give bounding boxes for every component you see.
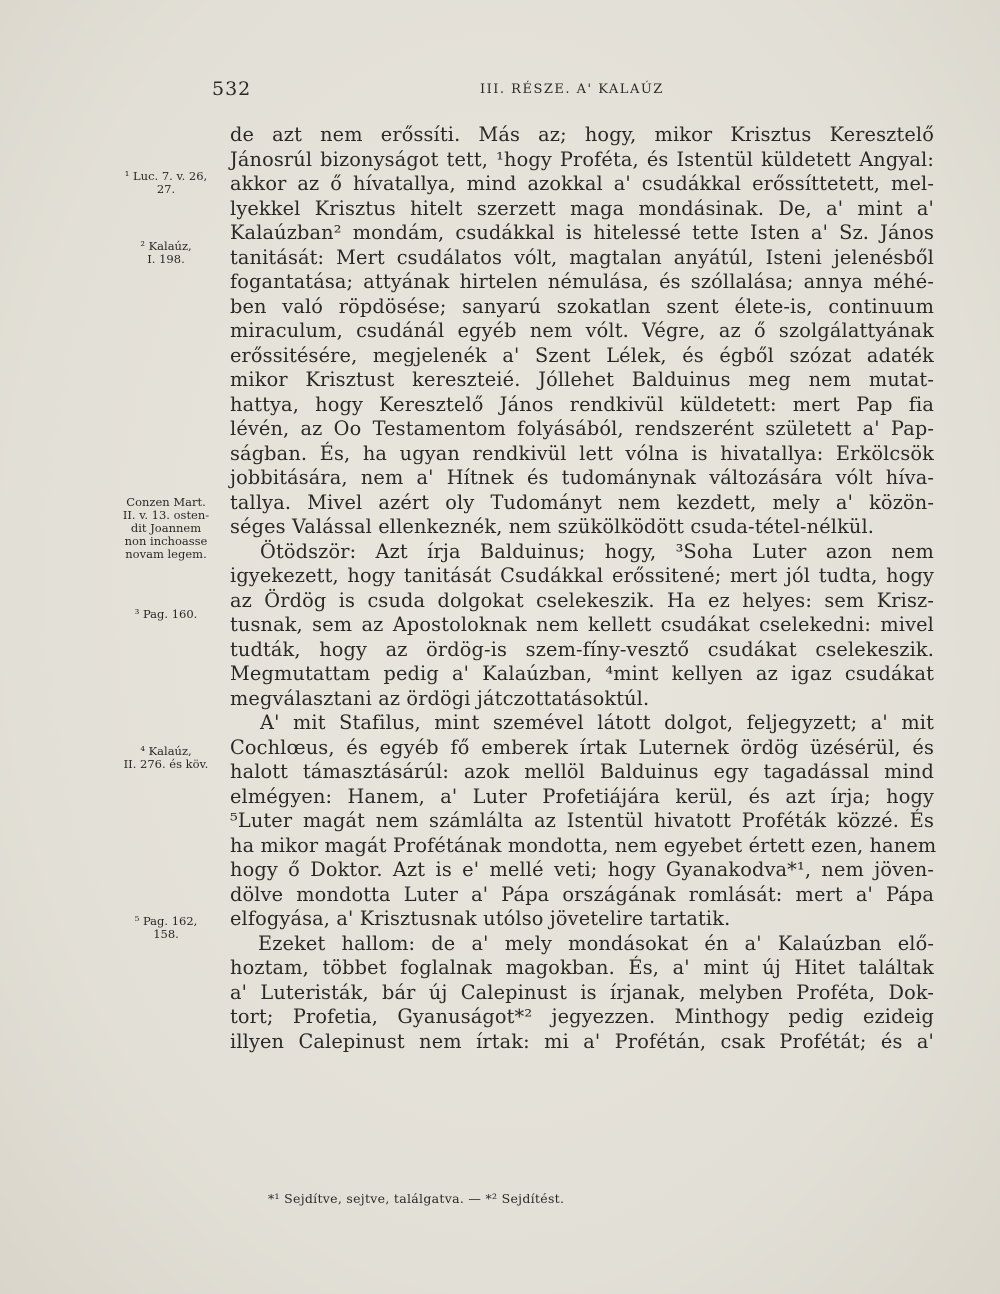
margin-note-line: II. v. 13. osten- <box>122 508 210 522</box>
text-line: dölve mondotta Luter a' Pápa országának romlását: mert a' Pápa <box>230 882 934 906</box>
margin-note-line: 27. <box>156 182 176 196</box>
margin-note-line: ² Kalaúz, <box>140 239 192 253</box>
text-line: igyekezett, hogy tanitását Csudákkal erőssitené; mert jól tudta, hogy <box>230 564 934 587</box>
margin-note-line: ¹ Luc. 7. v. 26, <box>124 169 208 183</box>
text-line: ⁵Luter magát nem számlálta az Istentül hivatott Proféták közzé. És <box>230 809 934 832</box>
text-line: elmégyen: Hanem, a' Luter Profetiájára kerül, és azt írja; hogy <box>230 784 934 808</box>
text-line: halott támasztásárúl: azok mellöl Balduinus egy tagadással mind <box>230 760 934 783</box>
text-line: de azt nem erőssíti. Más az; hogy, mikor Krisztus Keresztelő <box>230 123 934 146</box>
margin-note-pag-162 <box>104 915 228 941</box>
text-line: fogantatása; attyának hirtelen némulása, és szóllalása; annya méhé- <box>230 270 934 293</box>
margin-note-line: non inchoasse <box>124 534 208 548</box>
text-line: ha mikor magát Profétának mondotta, nem egyebet értett ezen, hanem <box>230 833 937 857</box>
text-line: ben való röpdösése; sanyarú szokatlan szent élete-is, continuum <box>230 294 934 318</box>
text-line: akkor az ő hívatallya, mind azokkal a' csudákkal erőssíttetett, mel- <box>230 172 934 195</box>
text-line: mikor Krisztust kereszteié. Jóllehet Balduinus meg nem mutat- <box>230 368 934 391</box>
text-line: hattya, hogy Keresztelő János rendkivül küldetett: mert Pap fia <box>230 392 934 416</box>
text-line: lyekkel Krisztus hitelt szerzett maga mondásinak. De, a' mint a' <box>230 196 934 220</box>
footnote: *¹ Sejdítve, sejtve, találgatva. — *² Sejdítést. <box>268 1191 565 1206</box>
text-line: séges Valással ellenkeznék, nem szükölködött csuda-tétel-nélkül. <box>230 515 875 538</box>
text-line: tort; Profetia, Gyanuságot*² jegyezzen. Minthogy pedig ezideig <box>230 1005 934 1028</box>
text-line: A' mit Stafilus, mint szemével látott dolgot, feljegyzett; a' mit <box>260 711 934 734</box>
text-line: hogy ő Doktor. Azt is e' mellé veti; hogy Gyanakodva*¹, nem jöven- <box>230 858 934 881</box>
text-line: tallya. Mivel azért oly Tudományt nem kezdett, mely a' közön- <box>230 490 934 514</box>
margin-note-kalauz-1 <box>104 240 228 266</box>
margin-note-line: dit Joannem <box>130 521 202 535</box>
text-line: elfogyása, a' Krisztusnak utólso jövetelire tartatik. <box>230 907 731 930</box>
running-head: III. RÉSZE. A' KALAÚZ <box>480 82 664 97</box>
text-line: miraculum, csudánál egyéb nem vólt. Végre, az ő szolgálattyának <box>230 319 934 342</box>
margin-note-line: novam legem. <box>125 547 207 561</box>
margin-note-luc <box>104 170 228 196</box>
text-line: erőssitésére, megjelenék a' Szent Lélek, és égből szózat adaték <box>230 343 934 367</box>
text-line: tanitását: Mert csudálatos vólt, magtalan anyátúl, Isteni jelenésből <box>230 245 934 269</box>
margin-note-line: 158. <box>153 927 179 941</box>
text-line: lévén, az Oo Testamentom folyásából, rendszerént született a' Pap- <box>230 417 934 440</box>
body-text <box>230 123 937 1054</box>
margin-note-line: ⁴ Kalaúz, <box>140 744 192 758</box>
margin-note-line: ⁵ Pag. 162, <box>134 914 198 928</box>
text-line: az Ördög is csuda dolgokat cselekeszik. Ha ez helyes: sem Krisz- <box>230 588 934 612</box>
text-line: Kalaúzban² mondám, csudákkal is hitelessé tette Isten a' Sz. János <box>230 221 934 244</box>
margin-note-conzen <box>104 496 228 561</box>
text-line: tudták, hogy az ördög-is szem-fíny-vesztő csudákat cselekeszik. <box>230 637 934 661</box>
margin-note-line: I. 198. <box>147 252 185 266</box>
text-line: tusnak, sem az Apostoloknak nem kellett csudákat cselekedni: mivel <box>230 613 934 636</box>
page-number: 532 <box>212 78 252 100</box>
text-line: hoztam, többet foglalnak magokban. És, a' mint új Hitet találtak <box>230 956 934 979</box>
text-line: ságban. És, ha ugyan rendkivül lett vólna is hivatallya: Erkölcsök <box>230 441 934 465</box>
page-header <box>0 78 1000 102</box>
margin-note-line: Conzen Mart. <box>126 495 206 509</box>
text-line: Cochlœus, és egyéb fő emberek írtak Luternek ördög üzésérül, és <box>230 735 934 759</box>
text-line: megválasztani az ördögi játczottatásoktúl. <box>230 686 650 710</box>
margin-note-kalauz-2 <box>104 745 228 771</box>
margin-note-line: ³ Pag. 160. <box>134 607 198 621</box>
text-line: illyen Calepinust nem írtak: mi a' Profétán, csak Profétát; és a' <box>230 1029 934 1053</box>
text-line: Ezeket hallom: de a' mely mondásokat én a' Kalaúzban elő- <box>258 931 934 955</box>
text-line: a' Luteristák, bár új Calepinust is írjanak, melyben Proféta, Dok- <box>230 980 934 1004</box>
margin-note-line: II. 276. és köv. <box>123 757 209 771</box>
text-line: Jánosrúl bizonyságot tett, ¹hogy Proféta, és Istentül küldetett Angyal: <box>230 147 934 171</box>
margin-note-pag-160 <box>104 608 228 621</box>
text-line: Ötödször: Azt írja Balduinus; hogy, ³Soha Luter azon nem <box>260 539 934 563</box>
text-line: Megmutattam pedig a' Kalaúzban, ⁴mint kellyen az igaz csudákat <box>230 662 934 685</box>
text-line: jobbitására, nem a' Hítnek és tudománynak változására vólt híva- <box>230 466 934 489</box>
